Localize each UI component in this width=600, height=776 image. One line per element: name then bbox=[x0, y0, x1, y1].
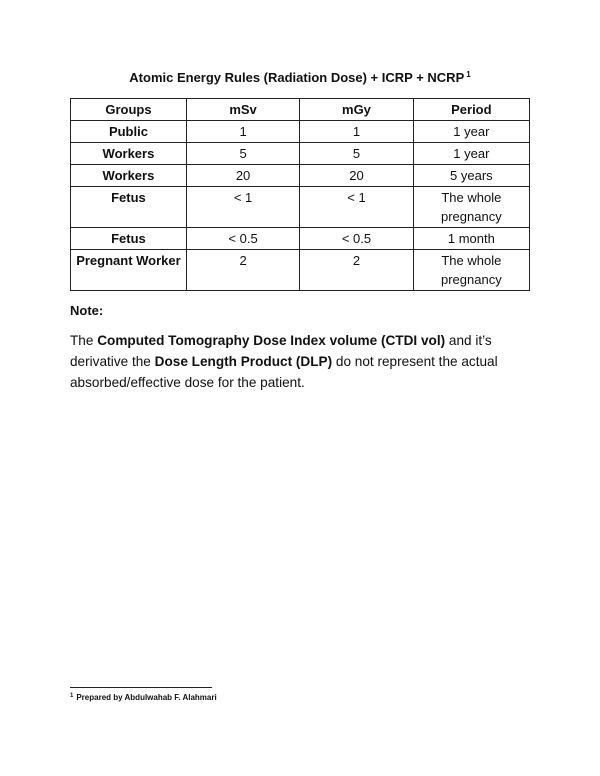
note-text: The bbox=[70, 333, 98, 348]
cell-period: The whole pregnancy bbox=[413, 250, 529, 291]
table-row bbox=[71, 143, 530, 165]
note-term-dlp: Dose Length Product (DLP) bbox=[154, 354, 333, 369]
cell-group: Pregnant Worker bbox=[71, 250, 187, 291]
cell-period: The whole pregnancy bbox=[413, 187, 529, 228]
cell-group: Workers bbox=[71, 165, 187, 187]
note-text: and it’s derivative the bbox=[70, 333, 492, 369]
footnote-separator bbox=[70, 687, 212, 688]
cell-msv: < 1 bbox=[186, 187, 299, 228]
table-row bbox=[71, 187, 530, 228]
cell-mgy: < 1 bbox=[300, 187, 413, 228]
note-text: do not represent the actual absorbed/effective dose for the patient. bbox=[70, 354, 498, 390]
header-mgy: mGy bbox=[300, 99, 413, 121]
cell-msv: 20 bbox=[186, 165, 299, 187]
title-text: Atomic Energy Rules (Radiation Dose) + ICRP + NCRP bbox=[129, 70, 465, 85]
table-row bbox=[71, 228, 530, 250]
cell-mgy: 20 bbox=[300, 165, 413, 187]
footnote-text: Prepared by Abdulwahab F. Alahmari bbox=[76, 693, 217, 702]
dose-limits-table bbox=[70, 98, 530, 291]
cell-msv: < 0.5 bbox=[186, 228, 299, 250]
cell-period: 1 month bbox=[413, 228, 529, 250]
header-msv: mSv bbox=[186, 99, 299, 121]
cell-msv: 2 bbox=[186, 250, 299, 291]
table-row bbox=[71, 121, 530, 143]
cell-mgy: < 0.5 bbox=[300, 228, 413, 250]
header-period: Period bbox=[413, 99, 529, 121]
table-row bbox=[71, 250, 530, 291]
cell-mgy: 1 bbox=[300, 121, 413, 143]
table-header-row bbox=[71, 99, 530, 121]
cell-mgy: 2 bbox=[300, 250, 413, 291]
footnote-reference: 1 bbox=[466, 70, 471, 79]
cell-period: 5 years bbox=[413, 165, 529, 187]
header-groups: Groups bbox=[71, 99, 187, 121]
note-paragraph bbox=[70, 330, 530, 393]
footnote-marker: 1 bbox=[70, 693, 74, 699]
cell-period: 1 year bbox=[413, 121, 529, 143]
note-term-ctdi: Computed Tomography Dose Index volume (CTDI vol) bbox=[97, 333, 446, 348]
cell-msv: 5 bbox=[186, 143, 299, 165]
document-title bbox=[0, 70, 600, 85]
cell-msv: 1 bbox=[186, 121, 299, 143]
cell-group: Public bbox=[71, 121, 187, 143]
cell-group: Workers bbox=[71, 143, 187, 165]
cell-period: 1 year bbox=[413, 143, 529, 165]
footnote bbox=[70, 693, 217, 702]
cell-group: Fetus bbox=[71, 187, 187, 228]
table-row bbox=[71, 165, 530, 187]
cell-group: Fetus bbox=[71, 228, 187, 250]
note-heading: Note: bbox=[70, 303, 104, 318]
cell-mgy: 5 bbox=[300, 143, 413, 165]
